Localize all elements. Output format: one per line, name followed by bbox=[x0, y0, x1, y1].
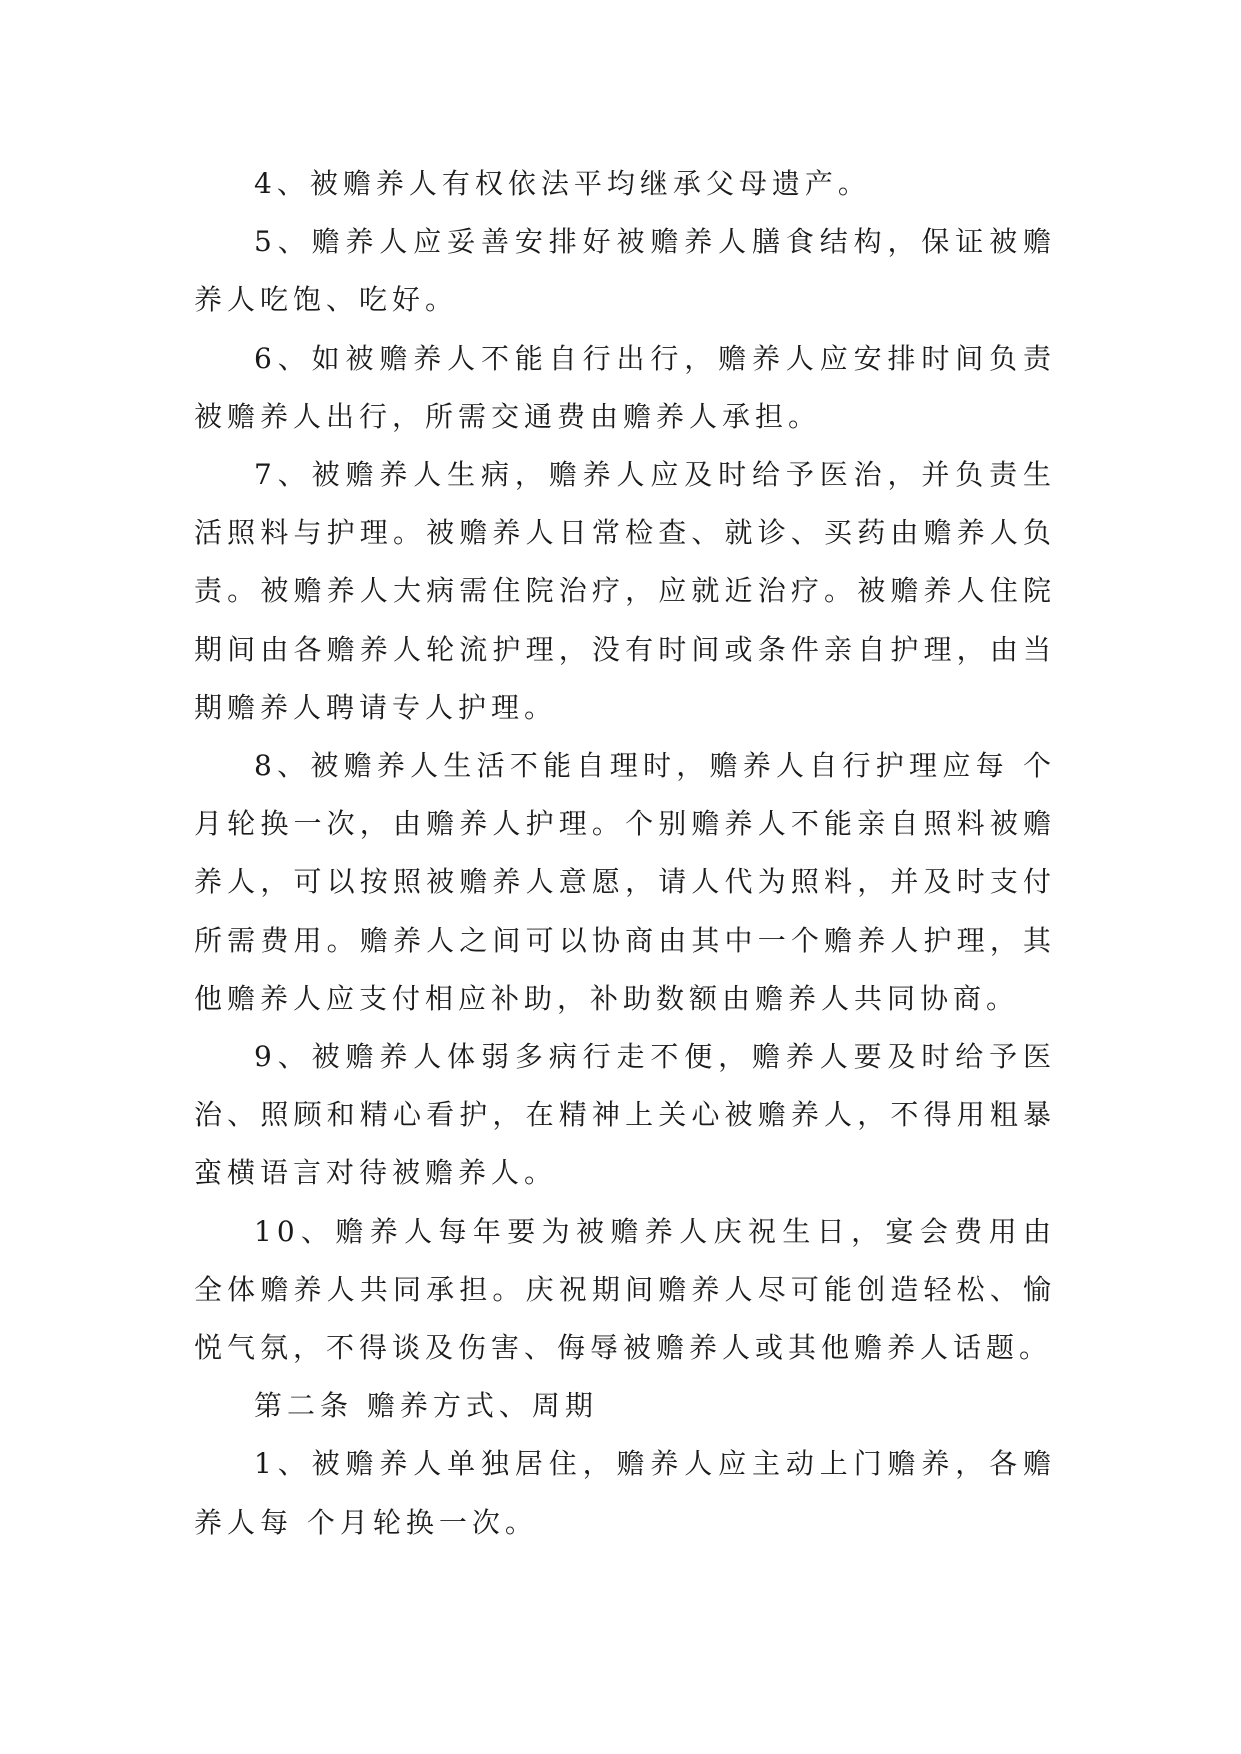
section-heading-article-two: 第二条 赡养方式、周期 bbox=[254, 1389, 598, 1423]
paragraph-frail-care: 9、被赡养人体弱多病行走不便，赡养人要及时给予医治、照顾和精心看护，在精神上关心被赡养人，不得用粗暴蛮横语言对待被赡养人。 bbox=[194, 1040, 1056, 1190]
paragraph-nursing-rotation: 8、被赡养人生活不能自理时，赡养人自行护理应每 个月轮换一次，由赡养人护理。个别赡养人不能亲自照料被赡养人，可以按照被赡养人意愿，请人代为照料，并及时支付所需费用。赡养人之间可以协商由其中一个赡养人护理，其他赡养人应支付相应补助，补助数额由赡养人共同协商。 bbox=[194, 749, 1056, 1015]
document-body bbox=[194, 155, 1056, 1552]
paragraph-birthday: 10、赡养人每年要为被赡养人庆祝生日，宴会费用由全体赡养人共同承担。庆祝期间赡养人尽可能创造轻松、愉悦气氛，不得谈及伤害、侮辱被赡养人或其他赡养人话题。 bbox=[194, 1214, 1056, 1365]
paragraph-inheritance: 4、被赡养人有权依法平均继承父母遗产。 bbox=[254, 167, 871, 200]
paragraph-diet: 5、赡养人应妥善安排好被赡养人膳食结构，保证被赡养人吃饱、吃好。 bbox=[194, 225, 1056, 317]
paragraph-medical-care: 7、被赡养人生病，赡养人应及时给予医治，并负责生活照料与护理。被赡养人日常检查、就诊、买药由赡养人负责。被赡养人大病需住院治疗，应就近治疗。被赡养人住院期间由各赡养人轮流护理，没有时间或条件亲自护理，由当期赡养人聘请专人护理。 bbox=[194, 458, 1056, 724]
paragraph-travel: 6、如被赡养人不能自行出行，赡养人应安排时间负责被赡养人出行，所需交通费由赡养人承担。 bbox=[194, 341, 1056, 433]
paragraph-living-arrangement: 1、被赡养人单独居住，赡养人应主动上门赡养，各赡养人每 个月轮换一次。 bbox=[194, 1447, 1056, 1539]
